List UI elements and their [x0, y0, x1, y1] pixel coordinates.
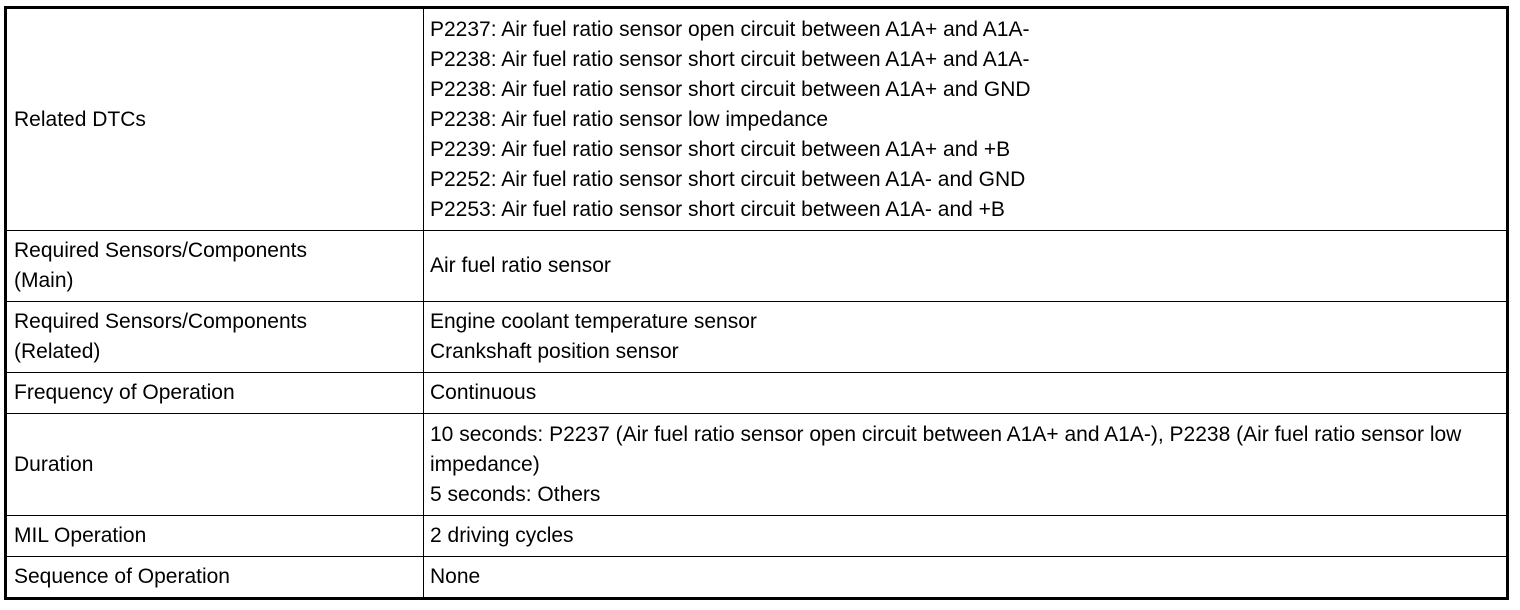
row-label-text: Required Sensors/Components	[14, 239, 307, 262]
row-value-text: Air fuel ratio sensor	[430, 254, 611, 277]
row-value	[424, 414, 1508, 516]
row-label-text: Duration	[14, 452, 94, 476]
row-value-text: None	[430, 565, 481, 588]
row-label	[6, 414, 424, 516]
row-value-text: Engine coolant temperature sensor	[430, 310, 757, 333]
row-value-text: Continuous	[430, 381, 537, 404]
table-row-sequence-of-operation	[6, 557, 1508, 599]
row-label-text: MIL Operation	[14, 524, 147, 547]
dtc-entry: P2239: Air fuel ratio sensor short circuit between A1A+ and +B	[430, 137, 1011, 161]
row-value-text: 10 seconds: P2237 (Air fuel ratio sensor open circuit between A1A+ and A1A-), P2238 (Air fuel ratio sensor low impedance)	[430, 422, 1462, 476]
row-label	[6, 557, 424, 599]
table-row-duration	[6, 414, 1508, 516]
row-value	[424, 231, 1508, 302]
row-label	[6, 302, 424, 373]
row-value-text: 2 driving cycles	[430, 524, 574, 547]
row-value	[424, 557, 1508, 599]
row-label-text: Required Sensors/Components	[14, 310, 307, 333]
row-value-text: 5 seconds: Others	[430, 482, 601, 506]
row-label	[6, 231, 424, 302]
table-row-required-sensors-main	[6, 231, 1508, 302]
row-value	[424, 302, 1508, 373]
table-row-mil-operation	[6, 516, 1508, 557]
dtc-entry: P2237: Air fuel ratio sensor open circuit between A1A+ and A1A-	[430, 17, 1030, 41]
row-value	[424, 8, 1508, 231]
dtc-entry: P2238: Air fuel ratio sensor short circuit between A1A+ and GND	[430, 77, 1031, 101]
row-value-text: Crankshaft position sensor	[430, 340, 679, 363]
dtc-entry: P2238: Air fuel ratio sensor low impedance	[430, 107, 829, 131]
row-label-text: (Main)	[14, 269, 74, 292]
dtc-entry: P2238: Air fuel ratio sensor short circuit between A1A+ and A1A-	[430, 47, 1030, 71]
table-row-frequency-of-operation	[6, 373, 1508, 414]
dtc-entry: P2252: Air fuel ratio sensor short circuit between A1A- and GND	[430, 167, 1026, 191]
monitor-description-table	[4, 6, 1509, 600]
row-value	[424, 516, 1508, 557]
dtc-entry: P2253: Air fuel ratio sensor short circuit between A1A- and +B	[430, 197, 1005, 221]
row-label	[6, 516, 424, 557]
row-label-text: Related DTCs	[14, 107, 146, 131]
row-label-text: Sequence of Operation	[14, 565, 230, 588]
row-label	[6, 8, 424, 231]
row-label	[6, 373, 424, 414]
row-label-text: Frequency of Operation	[14, 381, 235, 404]
row-label-text: (Related)	[14, 340, 101, 363]
table-row-related-dtcs	[6, 8, 1508, 231]
row-value	[424, 373, 1508, 414]
table-row-required-sensors-related	[6, 302, 1508, 373]
